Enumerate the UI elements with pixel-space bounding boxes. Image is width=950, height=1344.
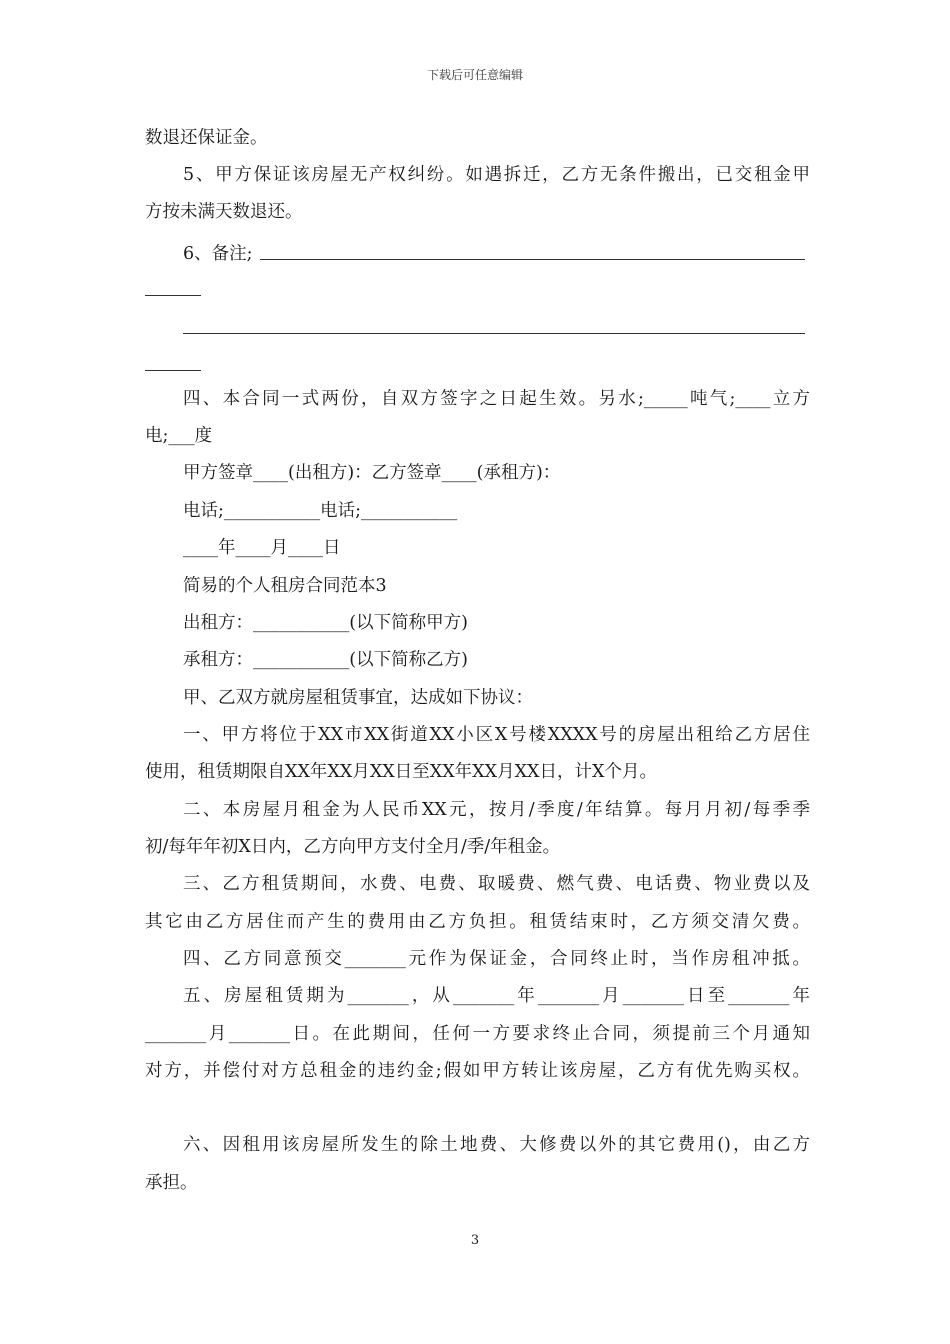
paragraph-line: 承担。 — [145, 1173, 198, 1193]
contract-title: 简易的个人租房合同范本3 — [183, 576, 387, 596]
paragraph-line: 二、本房屋月租金为人民币XX元，按月/季度/年结算。每月月初/每季季 — [183, 800, 810, 820]
paragraph-line: 四、乙方同意预交_______元作为保证金，合同终止时，当作房租冲抵。 — [183, 949, 810, 969]
signature-line: 甲方签章____(出租方)：乙方签章____(承租方)： — [183, 463, 561, 483]
paragraph-line: 5、甲方保证该房屋无产权纠纷。如遇拆迁，乙方无条件搬出，已交租金甲 — [183, 165, 810, 185]
date-line: ____年____月____日 — [183, 538, 341, 558]
remarks-blank-line — [183, 333, 805, 334]
remarks-label: 6、备注; — [183, 244, 253, 264]
page-header: 下载后可任意编辑 — [426, 68, 523, 82]
paragraph-line: 初/每年年初X日内，乙方向甲方支付全月/季/年租金。 — [145, 837, 561, 857]
paragraph-line: 使用，租赁期限自XX年XX月XX日至XX年XX月XX日，计X个月。 — [145, 762, 657, 782]
paragraph-line: 其它由乙方居住而产生的费用由乙方负担。租赁结束时，乙方须交清欠费。 — [145, 912, 810, 932]
paragraph-line: 六、因租用该房屋所发生的除土地费、大修费以外的其它费用()，由乙方 — [183, 1135, 810, 1155]
paragraph-line: 五、房屋租赁期为_______，从_______年_______月_______日至_______年 — [183, 986, 810, 1006]
page-number: 3 — [470, 1233, 480, 1248]
paragraph-line: 方按未满天数退还。 — [145, 202, 303, 222]
remarks-blank-line — [145, 370, 201, 371]
paragraph-line: _______月_______日。在此期间，任何一方要求终止合同，须提前三个月通知 — [145, 1024, 810, 1044]
paragraph-line: 对方，并偿付对方总租金的违约金;假如甲方转让该房屋，乙方有优先购买权。 — [145, 1061, 810, 1081]
phone-line: 电话;___________电话;___________ — [183, 501, 458, 521]
paragraph-line: 一、甲方将位于XX市XX街道XX小区X号楼XXXX号的房屋出租给乙方居住 — [183, 725, 810, 745]
paragraph-line: 甲、乙双方就房屋租赁事宜，达成如下协议： — [183, 688, 533, 708]
paragraph-line: 四、本合同一式两份，自双方签字之日起生效。另水;_____吨气;____立方 — [183, 389, 810, 409]
paragraph-line: 电;___度 — [145, 426, 213, 446]
paragraph-line: 数退还保证金。 — [145, 128, 268, 148]
remarks-blank-line — [145, 295, 201, 296]
paragraph-line: 三、乙方租赁期间，水费、电费、取暖费、燃气费、电话费、物业费以及 — [183, 874, 810, 894]
remarks-blank-line — [260, 259, 805, 260]
lessee-line: 承租方：___________(以下简称乙方) — [183, 650, 468, 670]
lessor-line: 出租方：___________(以下简称甲方) — [183, 613, 468, 633]
